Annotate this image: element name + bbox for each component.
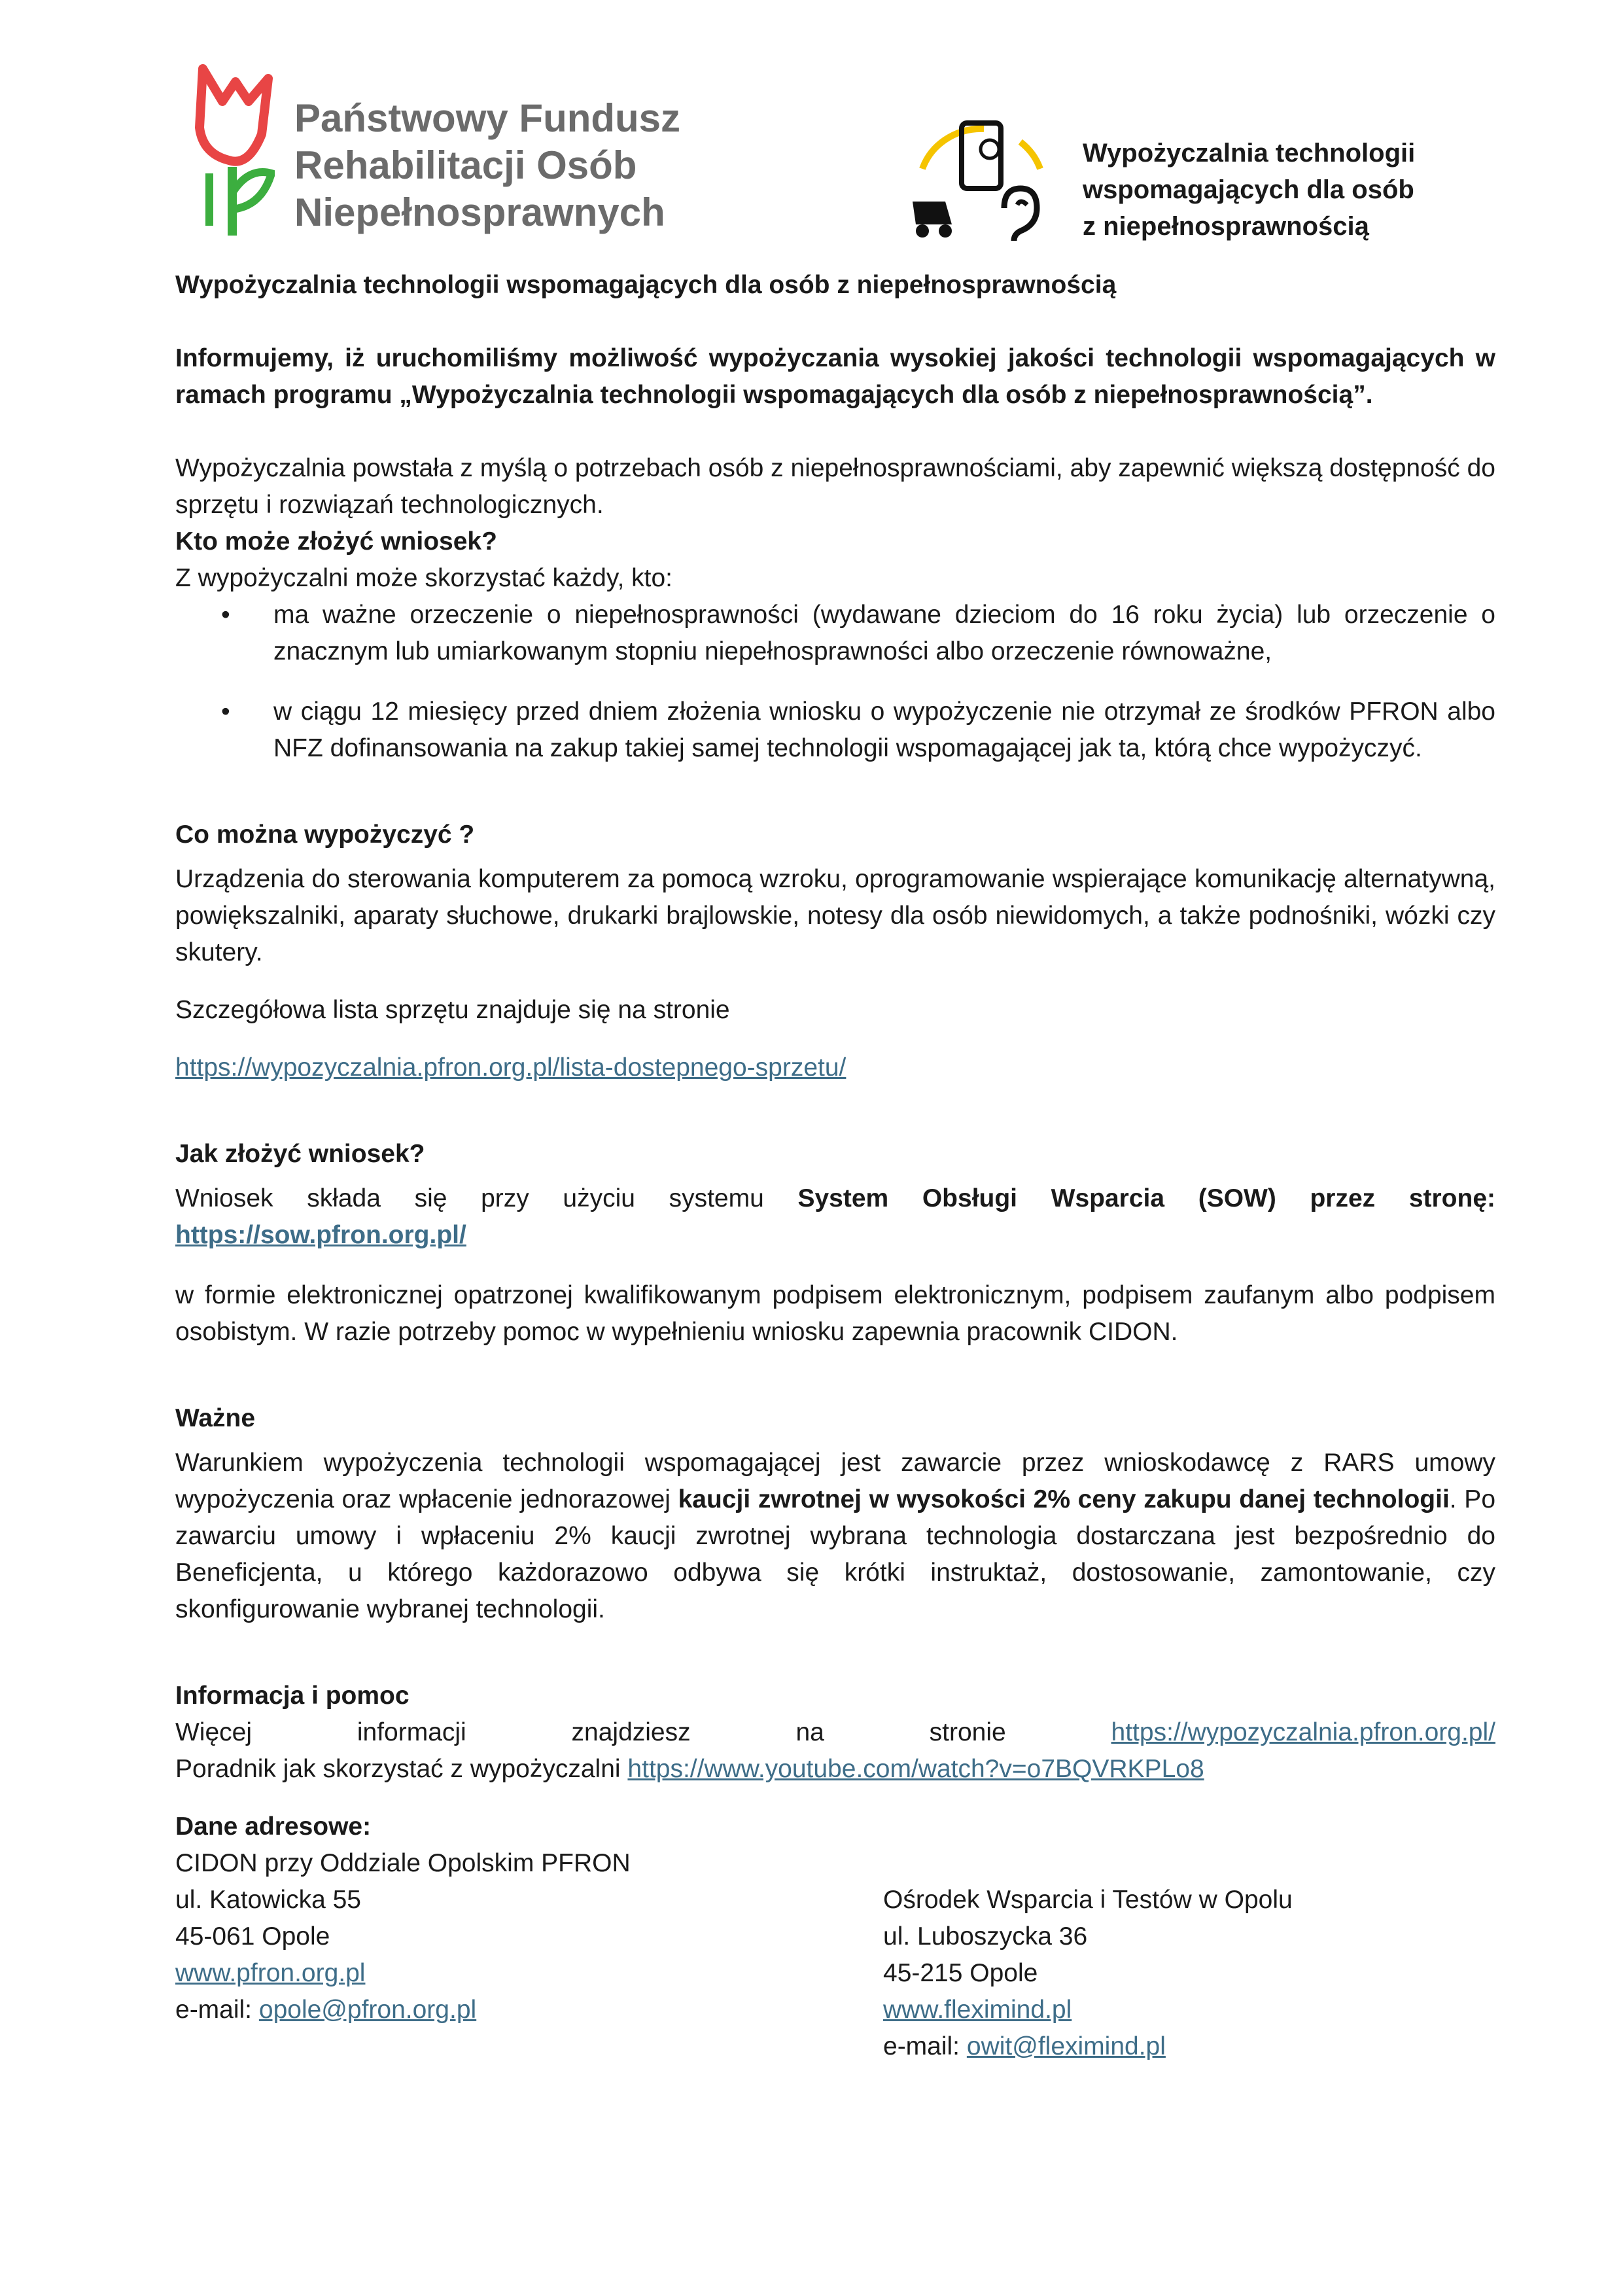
document-title: Wypożyczalnia technologii wspomagających dla osób z niepełnosprawnością	[175, 271, 1117, 299]
list-item-text: w ciągu 12 miesięcy przed dniem złożenia wniosku o wypożyczenie nie otrzymał ze środków PFRON albo NFZ dofinansowania na zakup takiej samej technologii wspomagającej jak ta, którą chce wypożyczyć.	[273, 698, 1495, 762]
address-heading: Dane adresowe:	[175, 1812, 372, 1841]
pfron-logo-line-2: Rehabilitacji Osób	[294, 143, 637, 187]
address-right-www[interactable]: www.fleximind.pl	[883, 1996, 1072, 2024]
info-guide-text: Poradnik jak skorzystać z wypożyczalni	[175, 1755, 621, 1783]
who-lead: Z wypożyczalni może skorzystać każdy, kto:	[175, 564, 673, 592]
address-right-street: ul. Luboszycka 36	[883, 1922, 1088, 1951]
what-text: Urządzenia do sterowania komputerem za pomocą wzroku, oprogramowanie wspierające komunikację alternatywną, powiększalniki, aparaty słuchowe, drukarki brajlowskie, notesy dla osób niewidomych, a także podnośniki, wózki czy skutery.	[175, 865, 1495, 966]
info-guide-link[interactable]: https://www.youtube.com/watch?v=o7BQVRKPLo8	[627, 1755, 1204, 1783]
info-more-line	[175, 1714, 1495, 1751]
list-item	[175, 597, 1495, 670]
how-text-pre: Wniosek składa się przy użyciu systemu	[175, 1184, 764, 1212]
wyp-logo-line-2: wspomagających dla osób	[1083, 175, 1414, 204]
list-item	[175, 694, 1495, 767]
address-left-city: 45-061 Opole	[175, 1922, 330, 1951]
important-text-bold: kaucji zwrotnej w wysokości 2% ceny zakupu danej technologii	[678, 1485, 1450, 1513]
what-heading: Co można wypożyczyć ?	[175, 821, 475, 849]
address-left-street: ul. Katowicka 55	[175, 1886, 361, 1914]
sow-link[interactable]: https://sow.pfron.org.pl/	[175, 1221, 466, 1249]
address-left	[175, 1845, 829, 2028]
address-right-name: Ośrodek Wsparcia i Testów w Opolu	[883, 1886, 1293, 1914]
how-text-after: w formie elektronicznej opatrzonej kwalifikowanym podpisem elektronicznym, podpisem zaufanym albo podpisem osobistym. W razie potrzeby pomoc w wypełnieniu wniosku zapewnia pracownik CIDON.	[175, 1281, 1495, 1346]
intro-text: Wypożyczalnia powstała z myślą o potrzebach osób z niepełnosprawnościami, aby zapewnić większą dostępność do sprzętu i rozwiązań technologicznych.	[175, 454, 1495, 519]
address-right-city: 45-215 Opole	[883, 1959, 1038, 1987]
how-text-bold: System Obsługi Wsparcia (SOW) przez stronę:	[797, 1184, 1495, 1212]
address-right-email[interactable]: owit@fleximind.pl	[966, 2032, 1166, 2060]
wyp-logo-line-3: z niepełnosprawnością	[1083, 212, 1369, 241]
how-text	[175, 1180, 1495, 1217]
info-guide-line	[175, 1751, 1495, 1788]
eligibility-list	[175, 597, 1495, 767]
address-left-www[interactable]: www.pfron.org.pl	[175, 1959, 366, 1987]
who-heading: Kto może złożyć wniosek?	[175, 527, 497, 556]
address-columns	[175, 1845, 1495, 2107]
email-label: e-mail:	[883, 2032, 960, 2060]
assistive-tech-icon	[906, 116, 1056, 247]
pfron-logo	[190, 62, 687, 245]
address-left-email[interactable]: opole@pfron.org.pl	[258, 1996, 477, 2024]
list-item-text: ma ważne orzeczenie o niepełnosprawności (wydawane dzieciom do 16 roku życia) lub orzeczenie o znacznym lub umiarkowanym stopniu niepełnosprawności albo orzeczenie równoważne,	[273, 601, 1495, 665]
info-more-text: Więcej informacji znajdziesz na stronie	[175, 1718, 1006, 1746]
important-heading: Ważne	[175, 1404, 256, 1432]
address-left-email-line	[175, 1992, 829, 2028]
document-body	[175, 267, 1495, 2107]
bullet-icon: •	[221, 601, 230, 629]
important-text-pre: Warunkiem wypożyczenia technologii wspomagającej jest zawarcie przez wnioskodawcę z RARS umowy wypożyczenia oraz wpłacenie jednorazowej	[175, 1449, 1495, 1513]
tulip-icon	[190, 62, 275, 239]
address-right	[883, 1882, 1472, 2065]
intro-bold: Informujemy, iż uruchomiliśmy możliwość wypożyczania wysokiej jakości technologii wspomagających w ramach programu „Wypożyczalnia technologii wspomagających dla osób z niepełnosprawnością”.	[175, 344, 1495, 409]
equipment-list-intro: Szczegółowa lista sprzętu znajduje się na stronie	[175, 996, 730, 1024]
important-text-post: . Po zawarciu umowy i wpłaceniu 2% kaucji zwrotnej wybrana technologia dostarczana jest bezpośrednio do Beneficjenta, u którego każdorazowo odbywa się krótki instruktaż, dostosowanie, zamontowanie, czy skonfigurowanie wybranej technologii.	[175, 1485, 1496, 1623]
equipment-list-link[interactable]: https://wypozyczalnia.pfron.org.pl/lista-dostepnego-sprzetu/	[175, 1053, 846, 1082]
wyp-logo-line-1: Wypożyczalnia technologii	[1083, 139, 1416, 168]
important-text	[175, 1445, 1495, 1628]
address-right-email-line	[883, 2028, 1472, 2065]
info-more-link[interactable]: https://wypozyczalnia.pfron.org.pl/	[1111, 1718, 1495, 1746]
pfron-logo-line-3: Niepełnosprawnych	[294, 190, 665, 234]
how-heading: Jak złożyć wniosek?	[175, 1140, 425, 1168]
info-heading: Informacja i pomoc	[175, 1682, 410, 1710]
email-label: e-mail:	[175, 1996, 253, 2024]
page-header	[0, 0, 1623, 262]
address-left-name: CIDON przy Oddziale Opolskim PFRON	[175, 1849, 631, 1877]
pfron-logo-line-1: Państwowy Fundusz	[294, 96, 681, 140]
wypozyczalnia-logo	[906, 116, 1456, 247]
bullet-icon: •	[221, 698, 230, 726]
